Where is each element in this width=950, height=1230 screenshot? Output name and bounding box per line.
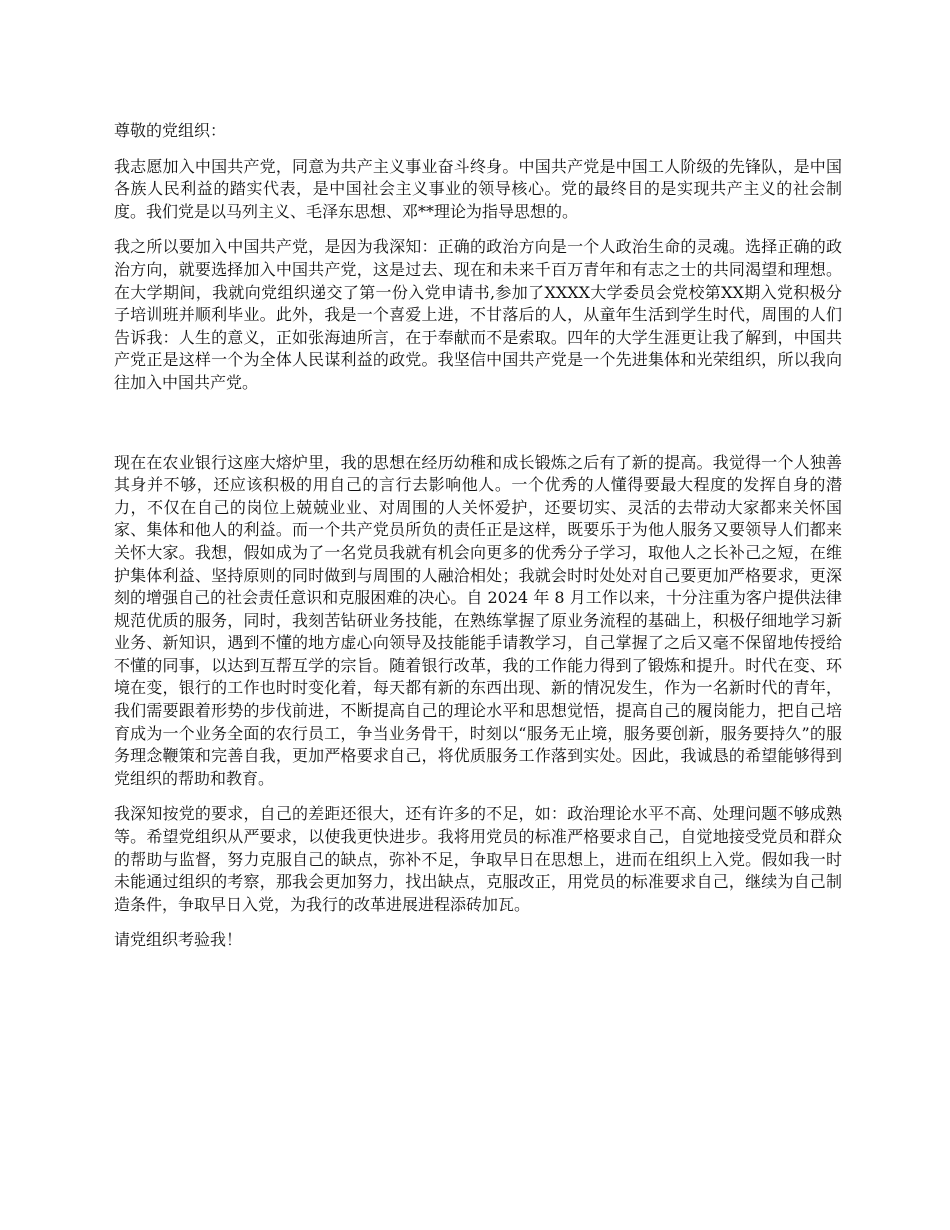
document-page [114,120,842,965]
paragraph-3: 现在在农业银行这座大熔炉里，我的思想在经历幼稚和成长锻炼之后有了新的提高。我觉得一个人独善其身并不够，还应该积极的用自己的言行去影响他人。一个优秀的人懂得要最大程度的发挥自身的潜力，不仅在自己的岗位上兢兢业业、对周围的人关怀爱护，还要切实、灵活的去带动大家都来关怀国家、集体和他人的利益。而一个共产党员所负的责任正是这样，既要乐于为他人服务又要领导人们都来关怀大家。我想，假如成为了一名党员我就有机会向更多的优秀分子学习，取他人之长补己之短，在维护集体利益、坚持原则的同时做到与周围的人融洽相处；我就会时时处处对自己要更加严格要求，更深刻的增强自己的社会责任意识和克服困难的决心。自 2024 年 8 月工作以来，十分注重为客户提供法律规范优质的服务，同时，我刻苦钻研业务技能，在熟练掌握了原业务流程的基础上，积极仔细地学习新业务、新知识，遇到不懂的地方虚心向领导及技能能手请教学习，自己掌握了之后又毫不保留地传授给不懂的同事，以达到互帮互学的宗旨。随着银行改革，我的工作能力得到了锻炼和提升。时代在变、环境在变，银行的工作也时时变化着，每天都有新的东西出现、新的情况发生，作为一名新时代的青年，我们需要跟着形势的步伐前进，不断提高自己的理论水平和思想觉悟，提高自己的履岗能力，把自己培育成为一个业务全面的农行员工，争当业务骨干，时刻以“服务无止境，服务要创新，服务要持久”的服务理念鞭策和完善自我，更加严格要求自己，将优质服务工作落到实处。因此，我诚恳的希望能够得到党组织的帮助和教育。 [114,452,842,788]
salutation: 尊敬的党组织： [114,121,227,140]
paragraph-2: 我之所以要加入中国共产党，是因为我深知：正确的政治方向是一个人政治生命的灵魂。选择正确的政治方向，就要选择加入中国共产党，这是过去、现在和未来千百万青年和有志之士的共同渴望和理想。在大学期间，我就向党组织递交了第一份入党申请书,参加了XXXX大学委员会党校第XX期入党积极分子培训班并顺利毕业。此外，我是一个喜爱上进，不甘落后的人，从童年生活到学生时代，周围的人们告诉我：人生的意义，正如张海迪所言，在于奉献而不是索取。四年的大学生涯更让我了解到，中国共产党正是这样一个为全体人民谋利益的政党。我坚信中国共产党是一个先进集体和光荣组织，所以我向往加入中国共产党。 [114,237,842,392]
closing-line: 请党组织考验我！ [114,930,243,950]
paragraph-1: 我志愿加入中国共产党，同意为共产主义事业奋斗终身。中国共产党是中国工人阶级的先锋队，是中国各族人民利益的踏实代表，是中国社会主义事业的领导核心。党的最终目的是实现共产主义的社会制度。我们党是以马列主义、毛泽东思想、邓**理论为指导思想的。 [114,156,842,221]
paragraph-4: 我深知按党的要求，自己的差距还很大，还有许多的不足，如：政治理论水平不高、处理问题不够成熟等。希望党组织从严要求，以使我更快进步。我将用党员的标准严格要求自己，自觉地接受党员和群众的帮助与监督，努力克服自己的缺点，弥补不足，争取早日在思想上，进而在组织上入党。假如我一时未能通过组织的考察，那我会更加努力，找出缺点，克服改正，用党员的标准要求自己，继续为自己制造条件，争取早日入党，为我行的改革进展进程添砖加瓦。 [114,804,842,914]
